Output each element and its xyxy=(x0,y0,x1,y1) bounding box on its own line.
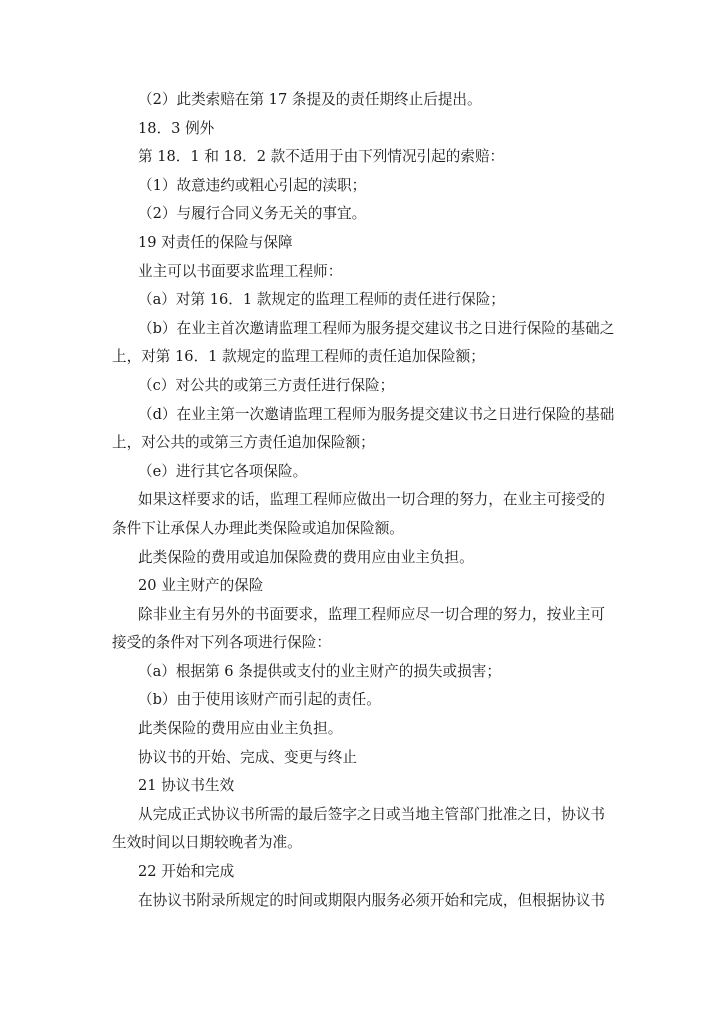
section-heading-22: 22 开始和完成 xyxy=(138,863,235,881)
section-heading-21: 21 协议书生效 xyxy=(138,777,235,795)
list-item: （1）故意违约或粗心引起的渎职； xyxy=(138,176,367,194)
section-heading-18-3: 18．3 例外 xyxy=(138,119,215,137)
paragraph-line: 此类保险的费用应由业主负担。 xyxy=(138,720,343,738)
paragraph-line: （2）此类索赔在第 17 条提及的责任期终止后提出。 xyxy=(138,91,482,108)
document-page xyxy=(112,86,615,915)
list-item-line-2: 上，对第 16．1 款规定的监理工程师的责任追加保险额； xyxy=(112,348,485,366)
list-item: （e）进行其它各项保险。 xyxy=(138,462,308,480)
list-item-line-2: 上，对公共的或第三方责任追加保险额； xyxy=(112,434,375,452)
paragraph-line: 在协议书附录所规定的时间或期限内服务必须开始和完成，但根据协议书 xyxy=(138,891,606,909)
paragraph xyxy=(112,486,608,543)
list-item: （2）与履行合同义务无关的事宜。 xyxy=(138,205,367,223)
list-item: （b）由于使用该财产而引起的责任。 xyxy=(138,691,381,709)
list-item-line-1: （b）在业主首次邀请监理工程师为服务提交建议书之日进行保险的基础之 xyxy=(138,319,615,337)
section-heading-20: 20 业主财产的保险 xyxy=(138,577,264,595)
list-item: （a）对第 16．1 款规定的监理工程师的责任进行保险； xyxy=(138,291,505,309)
chapter-heading: 协议书的开始、完成、变更与终止 xyxy=(138,748,357,766)
paragraph xyxy=(112,801,608,858)
list-item xyxy=(112,315,615,372)
list-item-line-1: （d）在业主第一次邀请监理工程师为服务提交建议书之日进行保险的基础 xyxy=(138,405,615,423)
paragraph-line-1: 如果这样要求的话，监理工程师应做出一切合理的努力，在业主可接受的 xyxy=(138,491,606,509)
paragraph-line-1: 除非业主有另外的书面要求，监理工程师应尽一切合理的努力，按业主可 xyxy=(138,605,606,623)
paragraph-line-2: 条件下让承保人办理此类保险或追加保险额。 xyxy=(112,519,404,537)
paragraph-line-2: 接受的条件对下列各项进行保险： xyxy=(112,634,331,652)
paragraph-line-2: 生效时间以日期较晚者为准。 xyxy=(112,834,302,852)
list-item: （c）对公共的或第三方责任进行保险； xyxy=(138,376,395,394)
paragraph-line-1: 从完成正式协议书所需的最后签字之日或当地主管部门批准之日，协议书 xyxy=(138,805,606,823)
paragraph-line: 第 18．1 和 18．2 款不适用于由下列情况引起的索赔： xyxy=(138,148,505,166)
section-heading-19: 19 对责任的保险与保障 xyxy=(138,233,293,251)
paragraph xyxy=(112,601,608,658)
list-item xyxy=(112,401,615,458)
paragraph-line: 业主可以书面要求监理工程师： xyxy=(138,262,343,280)
list-item: （a）根据第 6 条提供或支付的业主财产的损失或损害； xyxy=(138,662,501,680)
paragraph-line: 此类保险的费用或追加保险费的费用应由业主负担。 xyxy=(138,548,474,566)
